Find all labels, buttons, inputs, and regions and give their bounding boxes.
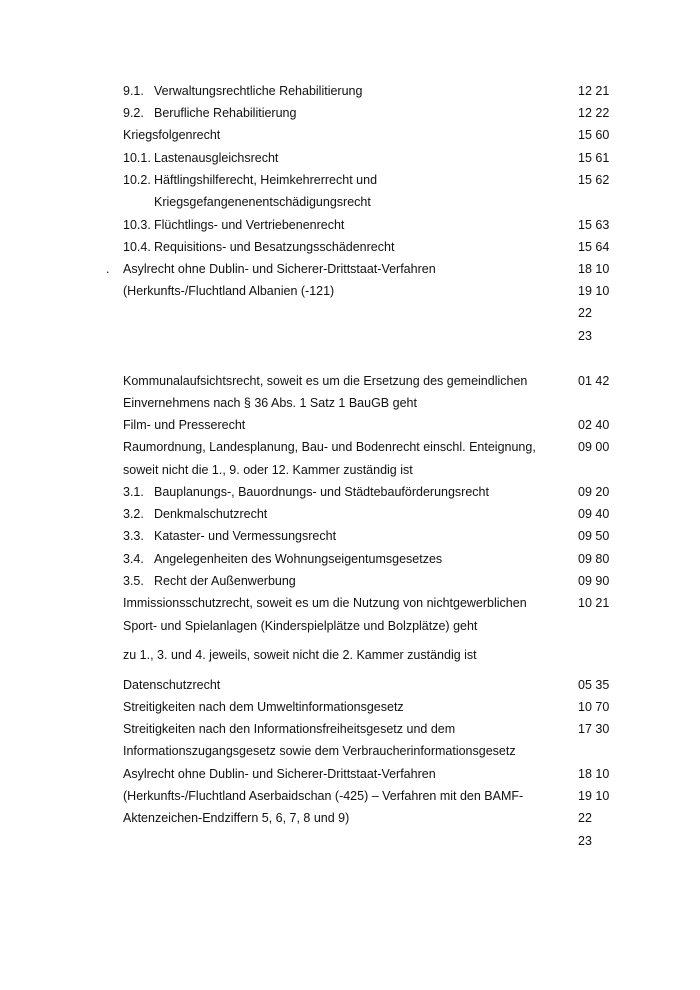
entry-row: [0, 171, 700, 189]
entry-row: [0, 394, 700, 412]
list-bullet: .: [106, 262, 110, 276]
entry-label: Raumordnung, Landesplanung, Bau- und Bodenrecht einschl. Enteignung,: [123, 440, 536, 454]
entry-label: soweit nicht die 1., 9. oder 12. Kammer zuständig ist: [123, 463, 413, 477]
entry-label: Lastenausgleichsrecht: [154, 151, 279, 165]
entry-code: 22: [578, 306, 592, 320]
entry-code: 09 40: [578, 507, 610, 521]
entry-row: [0, 572, 700, 590]
entry-row: [0, 461, 700, 479]
entry-code: 10 21: [578, 596, 610, 610]
entry-number: 9.1.: [123, 84, 144, 98]
entry-number: 10.4.: [123, 240, 151, 254]
entry-row: [0, 104, 700, 122]
entry-row: [0, 550, 700, 568]
entry-number: 10.2.: [123, 173, 151, 187]
entry-label: Asylrecht ohne Dublin- und Sicherer-Drittstaat-Verfahren: [123, 262, 436, 276]
entry-number: 10.1.: [123, 151, 151, 165]
entry-label: Häftlingshilferecht, Heimkehrerrecht und: [154, 173, 378, 187]
entry-code: 10 70: [578, 700, 610, 714]
entry-number: 10.3.: [123, 218, 151, 232]
entry-row: [0, 787, 700, 805]
entry-label: Kriegsgefangenenentschädigungsrecht: [154, 195, 371, 209]
entry-code: 09 20: [578, 485, 610, 499]
entry-code: 22: [578, 811, 592, 825]
entry-label: (Herkunfts-/Fluchtland Albanien (-121): [123, 284, 335, 298]
entry-row: [0, 720, 700, 738]
entry-row: [0, 742, 700, 760]
entry-row: [0, 698, 700, 716]
entry-code: 15 63: [578, 218, 610, 232]
entry-number: 3.3.: [123, 529, 144, 543]
entry-code: 02 40: [578, 418, 610, 432]
entry-code: 15 62: [578, 173, 610, 187]
entry-row: [0, 617, 700, 635]
entry-number: 3.1.: [123, 485, 144, 499]
entry-code: 19 10: [578, 284, 610, 298]
entry-row: [0, 260, 700, 278]
entry-code: 15 64: [578, 240, 610, 254]
entry-number: 3.2.: [123, 507, 144, 521]
entry-row: [0, 676, 700, 694]
entry-code: 09 80: [578, 552, 610, 566]
entry-label: Kriegsfolgenrecht: [123, 128, 221, 142]
entry-row: [0, 216, 700, 234]
entry-row: [0, 832, 700, 850]
entry-label: zu 1., 3. und 4. jeweils, soweit nicht die 2. Kammer zuständig ist: [123, 648, 477, 662]
entry-label: Aktenzeichen-Endziffern 5, 6, 7, 8 und 9): [123, 811, 350, 825]
entry-label: Verwaltungsrechtliche Rehabilitierung: [154, 84, 363, 98]
entry-code: 12 21: [578, 84, 610, 98]
entry-code: 19 10: [578, 789, 610, 803]
entry-row: [0, 282, 700, 300]
entry-row: [0, 483, 700, 501]
entry-label: Immissionsschutzrecht, soweit es um die Nutzung von nichtgewerblichen: [123, 596, 527, 610]
entry-label: Einvernehmens nach § 36 Abs. 1 Satz 1 BauGB geht: [123, 396, 417, 410]
entry-label: Film- und Presserecht: [123, 418, 246, 432]
entry-row: [0, 149, 700, 167]
entry-label: Recht der Außenwerbung: [154, 574, 296, 588]
entry-code: 12 22: [578, 106, 610, 120]
entry-row: [0, 327, 700, 345]
entry-label: Requisitions- und Besatzungsschädenrecht: [154, 240, 395, 254]
entry-row: [0, 646, 700, 664]
entry-code: 18 10: [578, 262, 610, 276]
entry-row: [0, 193, 700, 211]
entry-row: [0, 809, 700, 827]
entry-label: Sport- und Spielanlagen (Kinderspielplätze und Bolzplätze) geht: [123, 619, 478, 633]
entry-label: Streitigkeiten nach dem Umweltinformationsgesetz: [123, 700, 404, 714]
entry-code: 05 35: [578, 678, 610, 692]
entry-code: 15 60: [578, 128, 610, 142]
entry-code: 09 50: [578, 529, 610, 543]
entry-row: [0, 765, 700, 783]
entry-row: [0, 372, 700, 390]
entry-label: Angelegenheiten des Wohnungseigentumsgesetzes: [154, 552, 443, 566]
entry-row: [0, 304, 700, 322]
entry-code: 18 10: [578, 767, 610, 781]
entry-label: Denkmalschutzrecht: [154, 507, 268, 521]
entry-row: [0, 438, 700, 456]
entry-label: (Herkunfts-/Fluchtland Aserbaidschan (-425) – Verfahren mit den BAMF-: [123, 789, 524, 803]
entry-label: Berufliche Rehabilitierung: [154, 106, 297, 120]
entry-label: Kommunalaufsichtsrecht, soweit es um die Ersetzung des gemeindlichen: [123, 374, 528, 388]
entry-label: Asylrecht ohne Dublin- und Sicherer-Drittstaat-Verfahren: [123, 767, 436, 781]
entry-code: 23: [578, 329, 592, 343]
entry-code: 15 61: [578, 151, 610, 165]
entry-label: Streitigkeiten nach den Informationsfreiheitsgesetz und dem: [123, 722, 456, 736]
entry-number: 9.2.: [123, 106, 144, 120]
entry-label: Kataster- und Vermessungsrecht: [154, 529, 337, 543]
entry-row: [0, 505, 700, 523]
entry-code: 23: [578, 834, 592, 848]
entry-code: 09 00: [578, 440, 610, 454]
entry-label: Datenschutzrecht: [123, 678, 221, 692]
entry-code: 09 90: [578, 574, 610, 588]
entry-label: Informationszugangsgesetz sowie dem Verbraucherinformationsgesetz: [123, 744, 516, 758]
entry-row: [0, 126, 700, 144]
entry-label: Bauplanungs-, Bauordnungs- und Städtebauförderungsrecht: [154, 485, 489, 499]
entry-number: 3.4.: [123, 552, 144, 566]
entry-number: 3.5.: [123, 574, 144, 588]
entry-row: [0, 527, 700, 545]
entry-code: 17 30: [578, 722, 610, 736]
entry-row: [0, 594, 700, 612]
entry-row: [0, 82, 700, 100]
entry-label: Flüchtlings- und Vertriebenenrecht: [154, 218, 345, 232]
entry-row: [0, 238, 700, 256]
entry-row: [0, 416, 700, 434]
entry-code: 01 42: [578, 374, 610, 388]
